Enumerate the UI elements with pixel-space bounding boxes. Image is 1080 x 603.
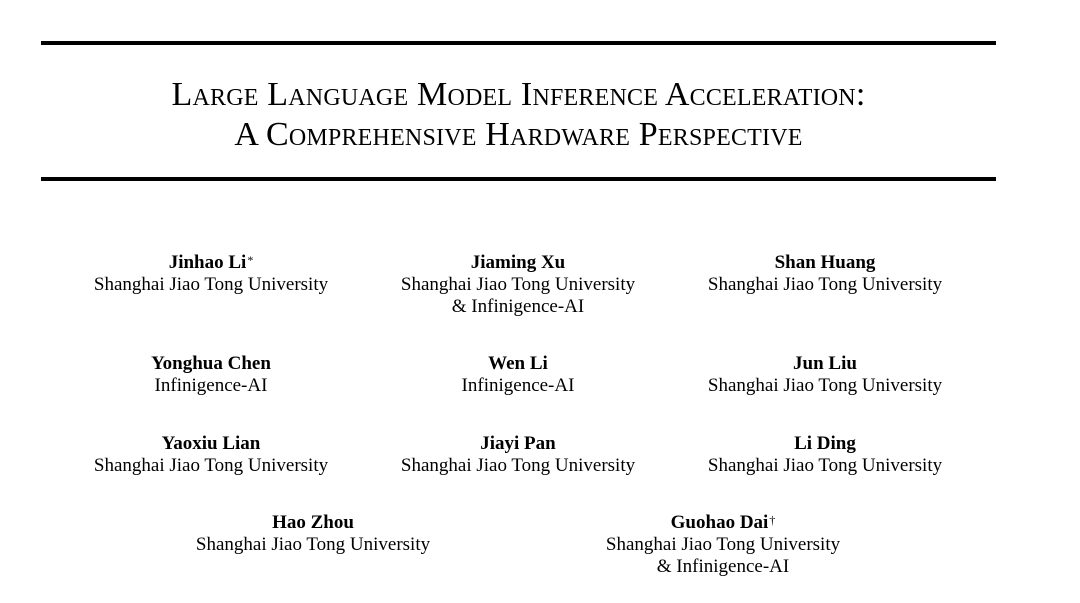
paper-title-line-2: A Comprehensive Hardware Perspective <box>234 116 803 153</box>
author-affiliation: Infinigence-AI <box>154 375 268 396</box>
author-affiliation: Shanghai Jiao Tong University <box>707 274 943 295</box>
author-name: Jinhao Li* <box>168 252 254 273</box>
author-name: Wen Li <box>488 353 548 374</box>
author-block <box>368 353 668 397</box>
bottom-rule <box>41 177 996 181</box>
author-name: Shan Huang <box>774 252 876 273</box>
paper-title-line-1: Large Language Model Inference Acceleration: <box>171 76 866 113</box>
author-affiliation: Shanghai Jiao Tong University <box>93 274 329 295</box>
author-affiliation: Shanghai Jiao Tong University <box>93 455 329 476</box>
author-affiliation: Shanghai Jiao Tong University <box>605 534 841 555</box>
author-affiliation-secondary: & Infinigence-AI <box>451 296 585 317</box>
author-name: Jiaming Xu <box>470 252 566 273</box>
top-rule <box>41 41 996 45</box>
author-block <box>61 433 361 477</box>
author-block <box>61 353 361 397</box>
author-block <box>368 252 668 318</box>
author-name: Li Ding <box>794 433 856 454</box>
author-name: Guohao Dai† <box>670 512 776 533</box>
author-block <box>61 252 361 296</box>
author-name: Yaoxiu Lian <box>161 433 261 454</box>
author-affiliation: Shanghai Jiao Tong University <box>707 455 943 476</box>
author-block <box>163 512 463 556</box>
author-affiliation: Shanghai Jiao Tong University <box>400 274 636 295</box>
author-name: Jun Liu <box>793 353 857 374</box>
author-affiliation: Infinigence-AI <box>461 375 575 396</box>
author-block <box>675 252 975 296</box>
author-affiliation-secondary: & Infinigence-AI <box>656 556 790 577</box>
corresponding-mark: * <box>247 253 254 267</box>
author-block <box>675 433 975 477</box>
author-affiliation: Shanghai Jiao Tong University <box>707 375 943 396</box>
author-block <box>675 353 975 397</box>
author-name: Hao Zhou <box>272 512 354 533</box>
author-block <box>368 433 668 477</box>
author-name: Jiayi Pan <box>480 433 556 454</box>
author-affiliation: Shanghai Jiao Tong University <box>400 455 636 476</box>
author-block <box>573 512 873 578</box>
author-affiliation: Shanghai Jiao Tong University <box>195 534 431 555</box>
author-name: Yonghua Chen <box>151 353 271 374</box>
dagger-mark: † <box>769 513 776 527</box>
